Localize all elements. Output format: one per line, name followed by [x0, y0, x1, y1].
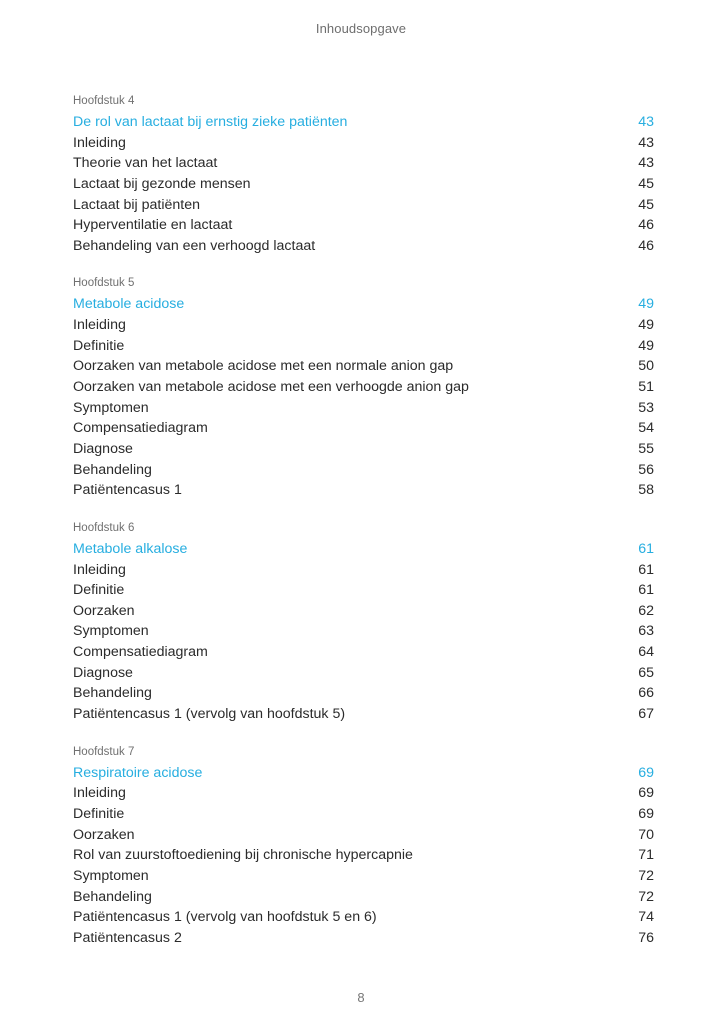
- toc-entry-text: Oorzaken van metabole acidose met een normale anion gap: [73, 358, 454, 375]
- toc-entry[interactable]: [73, 480, 654, 501]
- chapter-title-page: 69: [638, 764, 654, 781]
- toc-entry-text: Oorzaken: [73, 602, 135, 619]
- toc-entry[interactable]: [73, 215, 654, 236]
- toc-entry-page: 45: [638, 175, 654, 192]
- toc-entry[interactable]: [73, 866, 654, 887]
- toc-entry-page: 69: [638, 785, 654, 802]
- toc-entry-page: 49: [638, 337, 654, 354]
- toc-entry-page: 56: [638, 461, 654, 478]
- toc-entry-text: Definitie: [73, 805, 125, 822]
- toc-entry[interactable]: [73, 398, 654, 419]
- toc-entry[interactable]: [73, 663, 654, 684]
- chapter-7: [73, 744, 654, 949]
- chapter-title-page: 43: [638, 114, 654, 130]
- toc-entry-page: 58: [638, 482, 654, 499]
- toc-entry-page: 67: [638, 706, 654, 723]
- toc-entry[interactable]: [73, 683, 654, 704]
- toc-entry-page: 53: [638, 399, 654, 416]
- toc-entry[interactable]: [73, 418, 654, 439]
- toc-entry-page: 55: [638, 440, 654, 457]
- toc-entry-page: 61: [638, 582, 654, 599]
- toc-entry[interactable]: [73, 642, 654, 663]
- toc-entry-page: 72: [638, 888, 654, 905]
- toc-entry-page: 43: [638, 134, 654, 151]
- chapter-4: [73, 93, 654, 256]
- toc-entry-page: 43: [638, 155, 654, 172]
- toc-entry-page: 62: [638, 602, 654, 619]
- toc-entry[interactable]: [73, 825, 654, 846]
- toc-entry-text: Compensatiediagram: [73, 420, 208, 437]
- toc-entry-page: 50: [638, 358, 654, 375]
- toc-entry-text: Diagnose: [73, 440, 133, 457]
- toc-entry-page: 64: [638, 644, 654, 661]
- toc-entry-text: Patiëntencasus 2: [73, 929, 182, 946]
- chapter-title: Respiratoire acidose: [73, 764, 203, 781]
- toc-entry-text: Lactaat bij patiënten: [73, 196, 200, 213]
- toc-entry[interactable]: [73, 928, 654, 949]
- toc-entry-text: Inleiding: [73, 561, 126, 578]
- toc-entry-text: Behandeling van een verhoogd lactaat: [73, 237, 316, 254]
- toc-entry[interactable]: [73, 621, 654, 642]
- toc-entry-text: Definitie: [73, 337, 125, 354]
- toc-entry[interactable]: [73, 907, 654, 928]
- toc-entry-text: Compensatiediagram: [73, 644, 208, 661]
- toc-entry[interactable]: [73, 460, 654, 481]
- toc-entry-text: Symptomen: [73, 867, 149, 884]
- toc-entry-text: Behandeling: [73, 685, 152, 702]
- toc-entry[interactable]: [73, 601, 654, 622]
- toc-entry-text: Patiëntencasus 1: [73, 482, 182, 499]
- toc-entry-page: 51: [638, 379, 654, 396]
- toc-entry-page: 70: [638, 826, 654, 843]
- chapter-title: Metabole alkalose: [73, 540, 188, 557]
- toc-entry-page: 74: [638, 909, 654, 926]
- toc-entry-text: Symptomen: [73, 399, 149, 416]
- toc-entry[interactable]: [73, 315, 654, 336]
- toc-entry[interactable]: [73, 336, 654, 357]
- chapter-title: Metabole acidose: [73, 296, 185, 313]
- toc-entry-text: Patiëntencasus 1 (vervolg van hoofdstuk 5 en 6): [73, 909, 377, 926]
- running-head: Inhoudsopgave: [315, 21, 407, 36]
- toc-entry[interactable]: [73, 174, 654, 195]
- chapter-title-row[interactable]: [73, 539, 654, 560]
- chapter-label: Hoofdstuk 7: [73, 745, 135, 758]
- toc-entry[interactable]: [73, 133, 654, 154]
- toc-entry-text: Behandeling: [73, 461, 152, 478]
- toc-entry-text: Inleiding: [73, 134, 126, 151]
- toc-entry-page: 66: [638, 685, 654, 702]
- toc-entry[interactable]: [73, 580, 654, 601]
- chapter-title-page: 61: [638, 540, 654, 557]
- toc-entry-text: Definitie: [73, 582, 125, 599]
- toc-entry-text: Hyperventilatie en lactaat: [73, 217, 233, 234]
- toc-entry-text: Theorie van het lactaat: [73, 155, 218, 172]
- toc-entry-page: 65: [638, 664, 654, 681]
- toc-entry-page: 76: [638, 929, 654, 946]
- toc-entry-page: 72: [638, 867, 654, 884]
- toc-entry[interactable]: [73, 356, 654, 377]
- chapter-title-page: 49: [638, 296, 654, 313]
- toc-entry-page: 61: [638, 561, 654, 578]
- toc-entry-page: 49: [638, 317, 654, 334]
- toc-entry[interactable]: [73, 845, 654, 866]
- chapter-5: [73, 275, 654, 500]
- toc-entry[interactable]: [73, 236, 654, 257]
- toc-entry-text: Diagnose: [73, 664, 133, 681]
- toc-entry-text: Behandeling: [73, 888, 152, 905]
- toc-entry-text: Oorzaken van metabole acidose met een verhoogde anion gap: [73, 379, 469, 396]
- toc-entry-text: Inleiding: [73, 317, 126, 334]
- table-of-contents: [73, 93, 654, 967]
- toc-entry[interactable]: [73, 887, 654, 908]
- toc-entry[interactable]: [73, 704, 654, 725]
- toc-entry-page: 71: [638, 847, 654, 864]
- toc-entry-text: Inleiding: [73, 785, 126, 802]
- toc-entry-page: 45: [638, 196, 654, 213]
- toc-entry-page: 63: [638, 623, 654, 640]
- toc-entry[interactable]: [73, 195, 654, 216]
- page-number: 8: [357, 990, 365, 1005]
- toc-entry-page: 54: [638, 420, 654, 437]
- toc-entry[interactable]: [73, 439, 654, 460]
- toc-entry-page: 46: [638, 237, 654, 254]
- toc-entry-text: Rol van zuurstoftoediening bij chronische hypercapnie: [73, 847, 413, 864]
- toc-entry-text: Lactaat bij gezonde mensen: [73, 175, 251, 192]
- toc-entry-text: Symptomen: [73, 623, 149, 640]
- toc-entry-page: 46: [638, 217, 654, 234]
- chapter-title-row[interactable]: [73, 763, 654, 784]
- chapter-title-row[interactable]: [73, 112, 654, 133]
- toc-entry[interactable]: [73, 804, 654, 825]
- chapter-label: Hoofdstuk 6: [73, 521, 135, 534]
- toc-entry[interactable]: [73, 153, 654, 174]
- chapter-title: De rol van lactaat bij ernstig zieke patiënten: [73, 114, 348, 130]
- toc-entry-text: Patiëntencasus 1 (vervolg van hoofdstuk 5): [73, 706, 346, 723]
- toc-entry-text: Oorzaken: [73, 826, 135, 843]
- chapter-label: Hoofdstuk 4: [73, 95, 135, 107]
- chapter-label: Hoofdstuk 5: [73, 277, 135, 290]
- chapter-title-row[interactable]: [73, 294, 654, 315]
- toc-entry[interactable]: [73, 560, 654, 581]
- chapter-6: [73, 520, 654, 725]
- toc-entry[interactable]: [73, 377, 654, 398]
- toc-entry[interactable]: [73, 783, 654, 804]
- toc-entry-page: 69: [638, 805, 654, 822]
